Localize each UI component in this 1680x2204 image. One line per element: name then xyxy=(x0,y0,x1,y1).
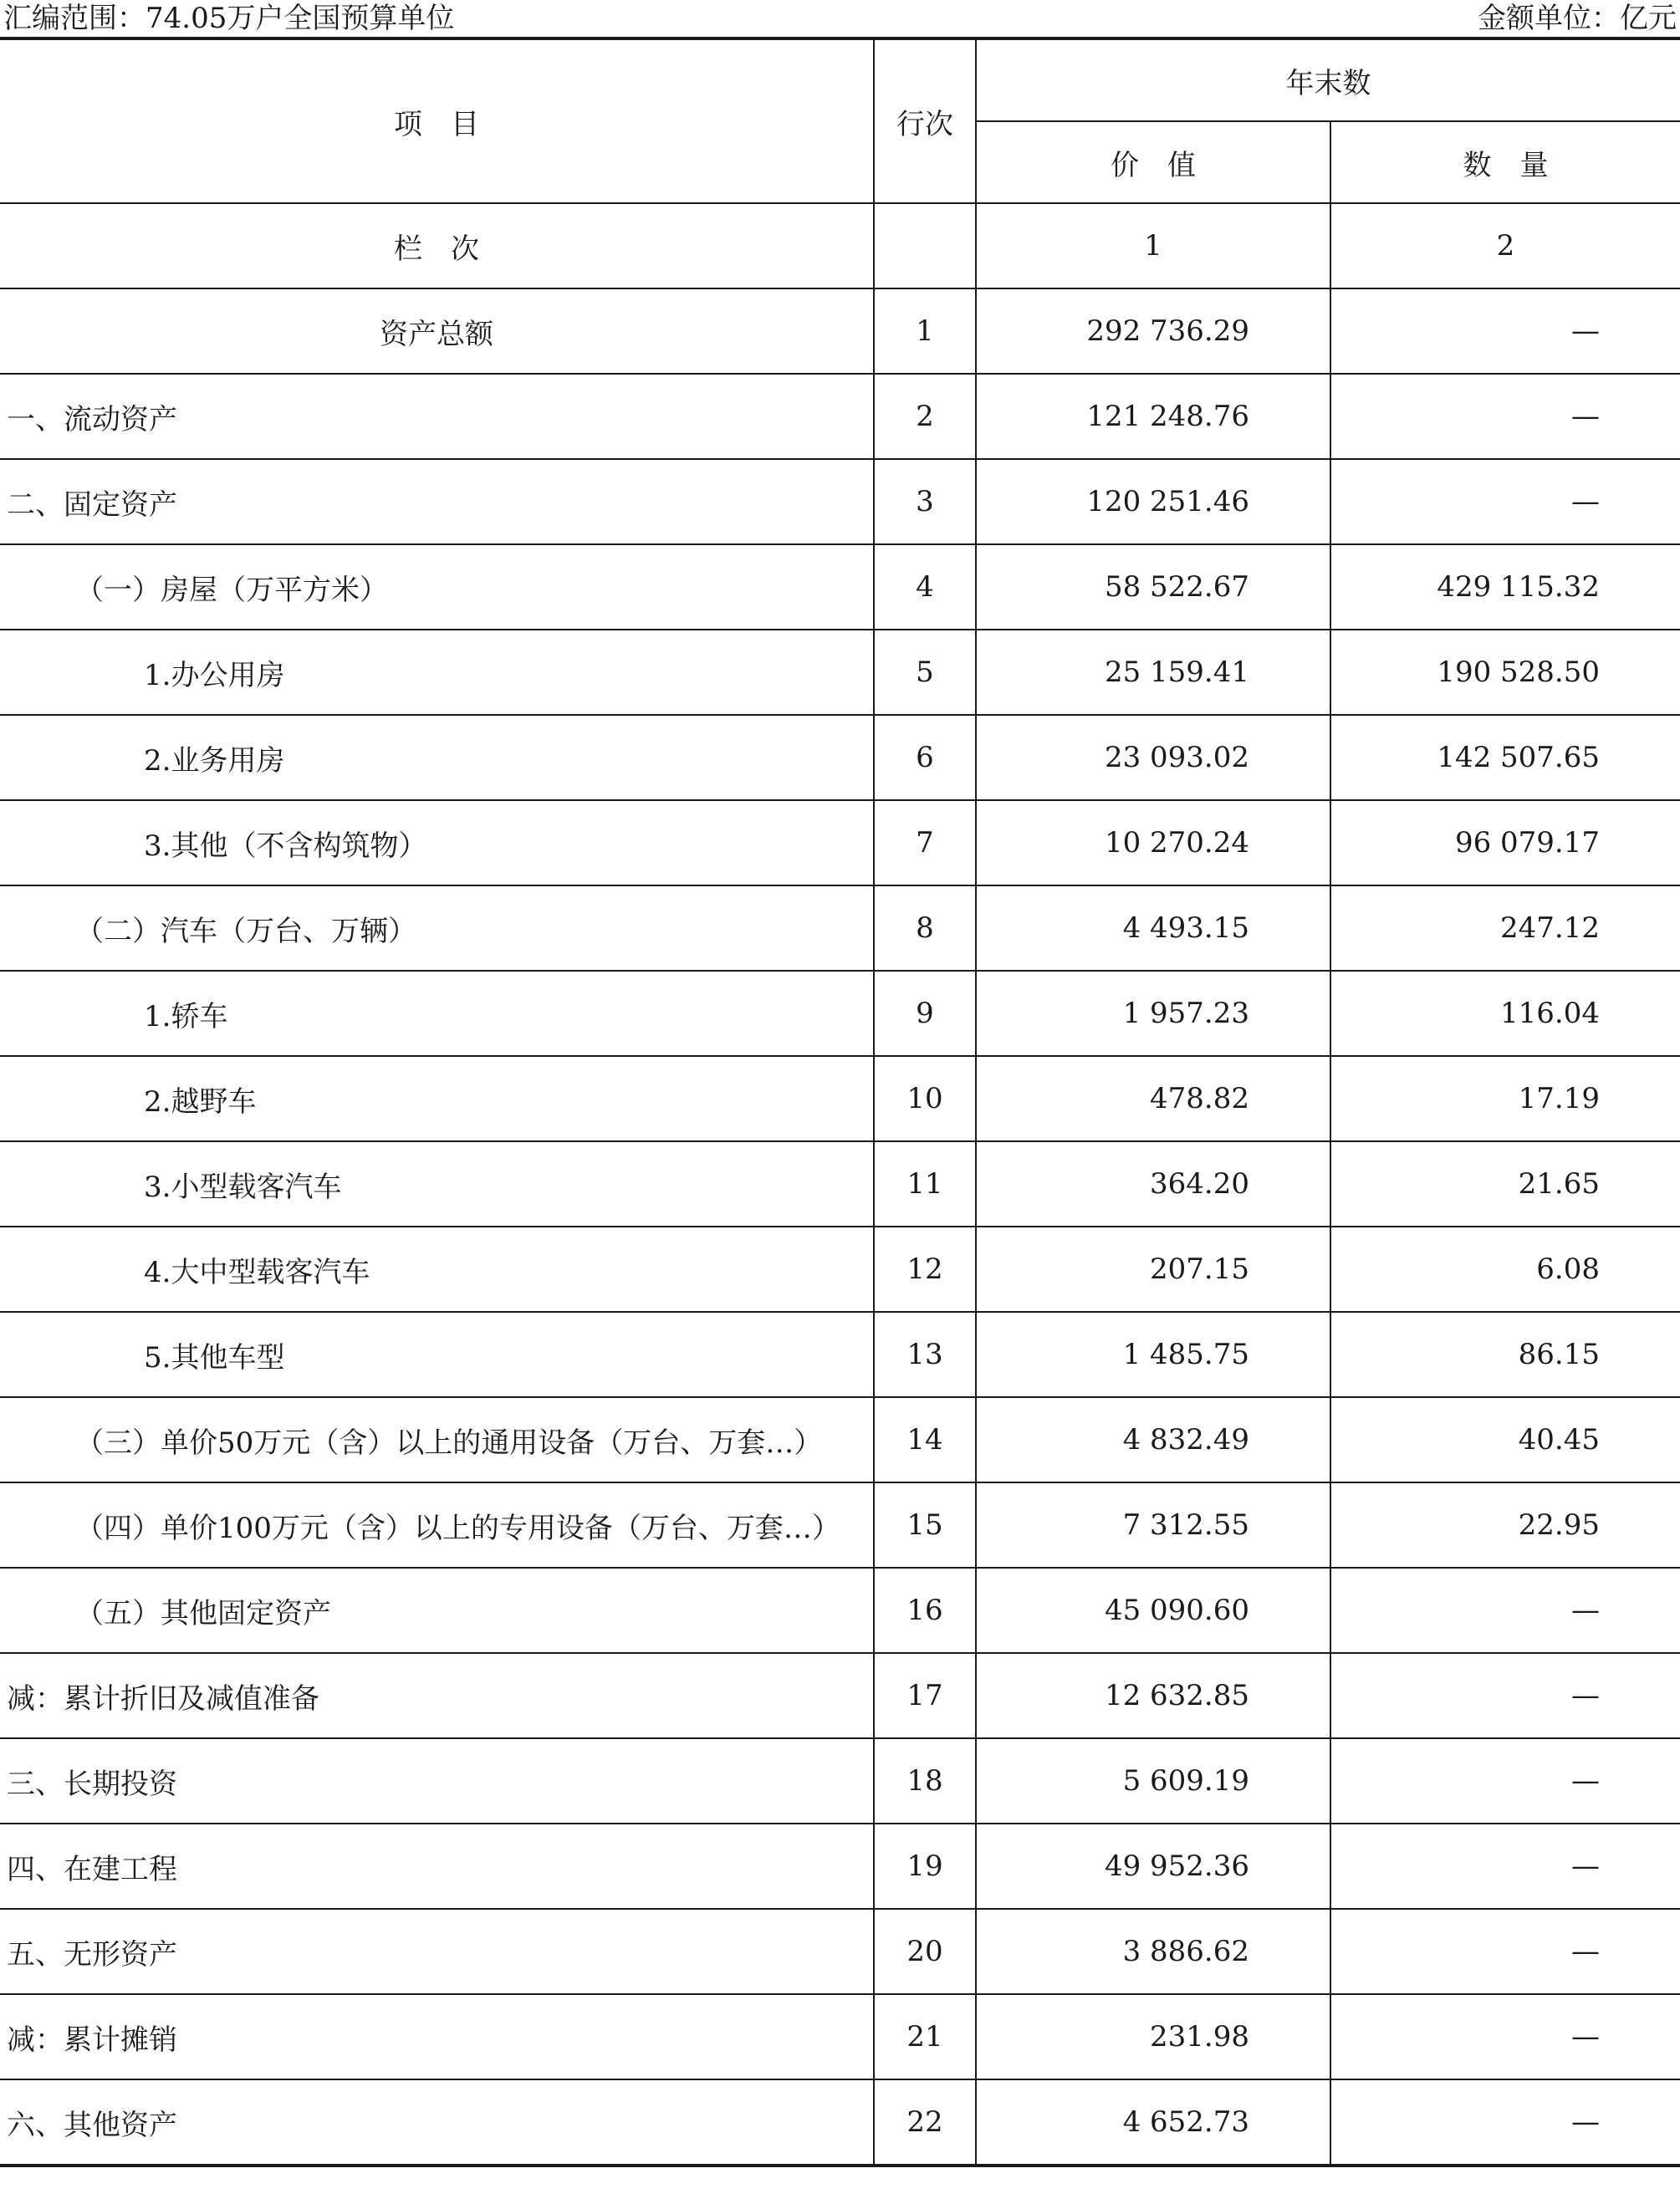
row-quantity: 22.95 xyxy=(1330,1482,1680,1568)
row-quantity: 247.12 xyxy=(1330,885,1680,971)
header-row-1 xyxy=(0,38,1680,121)
row-quantity: — xyxy=(1330,2079,1680,2166)
row-line-number: 8 xyxy=(874,885,976,971)
table-row xyxy=(0,1909,1680,1994)
row-item-name: 1.办公用房 xyxy=(0,630,874,715)
row-item-name: 3.小型载客汽车 xyxy=(0,1141,874,1227)
row-line-number: 6 xyxy=(874,715,976,800)
row-item-name: 5.其他车型 xyxy=(0,1312,874,1397)
table-row xyxy=(0,459,1680,544)
row-item-name: 二、固定资产 xyxy=(0,459,874,544)
row-value: 49 952.36 xyxy=(976,1824,1330,1909)
row-line-number: 13 xyxy=(874,1312,976,1397)
column-index-row xyxy=(0,203,1680,288)
table-caption-line xyxy=(0,0,1680,37)
table-row xyxy=(0,971,1680,1056)
row-line-number: 2 xyxy=(874,374,976,459)
row-item-name: 减：累计摊销 xyxy=(0,1994,874,2079)
row-quantity: 142 507.65 xyxy=(1330,715,1680,800)
table-row xyxy=(0,374,1680,459)
row-line-number: 4 xyxy=(874,544,976,630)
row-quantity: — xyxy=(1330,1909,1680,1994)
table-row xyxy=(0,885,1680,971)
row-item-name: （四）单价100万元（含）以上的专用设备（万台、万套…） xyxy=(0,1482,874,1568)
row-value: 120 251.46 xyxy=(976,459,1330,544)
table-row xyxy=(0,1227,1680,1312)
row-value: 364.20 xyxy=(976,1141,1330,1227)
row-quantity: 429 115.32 xyxy=(1330,544,1680,630)
row-quantity: — xyxy=(1330,1738,1680,1824)
row-value: 25 159.41 xyxy=(976,630,1330,715)
row-value: 4 652.73 xyxy=(976,2079,1330,2166)
row-line-number: 10 xyxy=(874,1056,976,1141)
row-item-name: 六、其他资产 xyxy=(0,2079,874,2166)
row-line-number: 17 xyxy=(874,1653,976,1738)
row-value: 12 632.85 xyxy=(976,1653,1330,1738)
row-value: 23 093.02 xyxy=(976,715,1330,800)
row-value: 1 485.75 xyxy=(976,1312,1330,1397)
row-value: 121 248.76 xyxy=(976,374,1330,459)
row-quantity: — xyxy=(1330,1568,1680,1653)
row-value: 207.15 xyxy=(976,1227,1330,1312)
row-line-number: 3 xyxy=(874,459,976,544)
table-row xyxy=(0,1056,1680,1141)
row-value: 231.98 xyxy=(976,1994,1330,2079)
table-row xyxy=(0,800,1680,885)
column-index-value: 1 xyxy=(976,203,1330,288)
row-value: 10 270.24 xyxy=(976,800,1330,885)
row-line-number: 19 xyxy=(874,1824,976,1909)
header-value: 价 值 xyxy=(976,121,1330,203)
row-quantity: 6.08 xyxy=(1330,1227,1680,1312)
row-value: 478.82 xyxy=(976,1056,1330,1141)
column-index-line xyxy=(874,203,976,288)
header-line: 行次 xyxy=(874,38,976,203)
row-value: 4 493.15 xyxy=(976,885,1330,971)
table-row xyxy=(0,2079,1680,2166)
row-line-number: 14 xyxy=(874,1397,976,1482)
column-index-quantity: 2 xyxy=(1330,203,1680,288)
row-value: 4 832.49 xyxy=(976,1397,1330,1482)
table-row xyxy=(0,288,1680,374)
row-line-number: 5 xyxy=(874,630,976,715)
row-item-name: （五）其他固定资产 xyxy=(0,1568,874,1653)
row-item-name: 资产总额 xyxy=(0,288,874,374)
header-year-end: 年末数 xyxy=(976,38,1680,121)
row-value: 3 886.62 xyxy=(976,1909,1330,1994)
row-line-number: 20 xyxy=(874,1909,976,1994)
row-line-number: 21 xyxy=(874,1994,976,2079)
row-quantity: — xyxy=(1330,1824,1680,1909)
row-quantity: 21.65 xyxy=(1330,1141,1680,1227)
table-row xyxy=(0,1482,1680,1568)
row-item-name: 2.业务用房 xyxy=(0,715,874,800)
header-item: 项 目 xyxy=(0,38,874,203)
asset-table xyxy=(0,37,1680,2167)
row-line-number: 15 xyxy=(874,1482,976,1568)
table-row xyxy=(0,630,1680,715)
row-line-number: 11 xyxy=(874,1141,976,1227)
row-quantity: 116.04 xyxy=(1330,971,1680,1056)
table-row xyxy=(0,1738,1680,1824)
row-item-name: 1.轿车 xyxy=(0,971,874,1056)
row-quantity: 17.19 xyxy=(1330,1056,1680,1141)
row-item-name: 四、在建工程 xyxy=(0,1824,874,1909)
row-line-number: 22 xyxy=(874,2079,976,2166)
row-item-name: 五、无形资产 xyxy=(0,1909,874,1994)
row-value: 7 312.55 xyxy=(976,1482,1330,1568)
row-quantity: 96 079.17 xyxy=(1330,800,1680,885)
table-row xyxy=(0,544,1680,630)
row-line-number: 12 xyxy=(874,1227,976,1312)
table-row xyxy=(0,1994,1680,2079)
row-item-name: 3.其他（不含构筑物） xyxy=(0,800,874,885)
row-line-number: 16 xyxy=(874,1568,976,1653)
row-quantity: — xyxy=(1330,459,1680,544)
row-quantity: 86.15 xyxy=(1330,1312,1680,1397)
row-line-number: 9 xyxy=(874,971,976,1056)
row-item-name: 4.大中型载客汽车 xyxy=(0,1227,874,1312)
table-row xyxy=(0,1824,1680,1909)
scope-text: 汇编范围：74.05万户全国预算单位 xyxy=(3,2,455,35)
column-index-label: 栏 次 xyxy=(0,203,874,288)
row-line-number: 7 xyxy=(874,800,976,885)
table-row xyxy=(0,1312,1680,1397)
table-row xyxy=(0,715,1680,800)
table-row xyxy=(0,1568,1680,1653)
row-quantity: 190 528.50 xyxy=(1330,630,1680,715)
row-line-number: 18 xyxy=(874,1738,976,1824)
row-item-name: （二）汽车（万台、万辆） xyxy=(0,885,874,971)
row-value: 1 957.23 xyxy=(976,971,1330,1056)
row-value: 45 090.60 xyxy=(976,1568,1330,1653)
row-quantity: — xyxy=(1330,374,1680,459)
table-row xyxy=(0,1141,1680,1227)
unit-text: 金额单位：亿元 xyxy=(1478,2,1677,35)
header-quantity: 数 量 xyxy=(1330,121,1680,203)
row-item-name: （三）单价50万元（含）以上的通用设备（万台、万套…） xyxy=(0,1397,874,1482)
row-item-name: 三、长期投资 xyxy=(0,1738,874,1824)
row-item-name: 减：累计折旧及减值准备 xyxy=(0,1653,874,1738)
row-item-name: 2.越野车 xyxy=(0,1056,874,1141)
table-row xyxy=(0,1397,1680,1482)
row-quantity: 40.45 xyxy=(1330,1397,1680,1482)
row-value: 5 609.19 xyxy=(976,1738,1330,1824)
row-quantity: — xyxy=(1330,1994,1680,2079)
table-row xyxy=(0,1653,1680,1738)
row-item-name: 一、流动资产 xyxy=(0,374,874,459)
row-quantity: — xyxy=(1330,288,1680,374)
row-item-name: （一）房屋（万平方米） xyxy=(0,544,874,630)
row-value: 58 522.67 xyxy=(976,544,1330,630)
row-line-number: 1 xyxy=(874,288,976,374)
row-quantity: — xyxy=(1330,1653,1680,1738)
row-value: 292 736.29 xyxy=(976,288,1330,374)
